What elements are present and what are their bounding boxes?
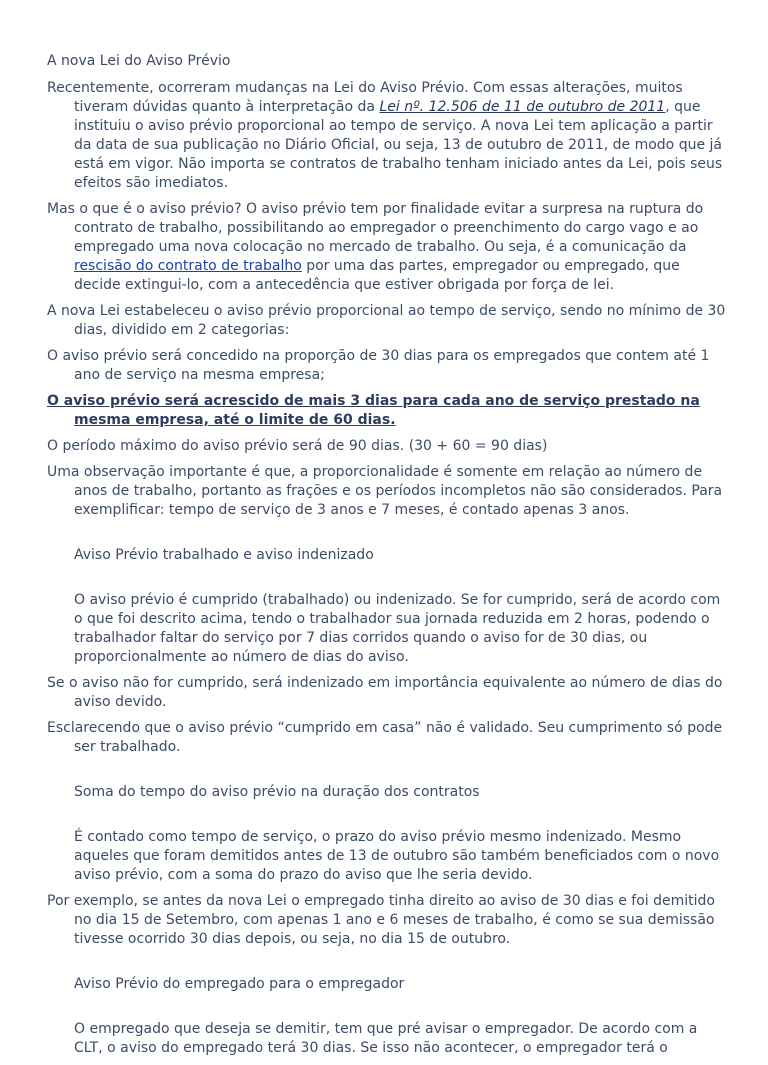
paragraph-observation: Uma observação importante é que, a proporcionalidade é somente em relação ao número de anos de trabalho, portanto as frações e os períodos incompletos não são considerados. Para exemplificar: tempo de serviço de 3 anos e 7 meses, é contado apenas 3 anos. — [47, 464, 723, 518]
section-heading-soma: Soma do tempo do aviso prévio na duração dos contratos — [74, 784, 480, 800]
paragraph-definition-text-b: por uma das partes, empregador ou empregado, que decide extingui-lo, com a antecedência que estiver obrigada por força de lei. — [74, 258, 680, 293]
paragraph-cumprido-em-casa: Esclarecendo que o aviso prévio “cumprido em casa” não é validado. Seu cumprimento só pode ser trabalhado. — [47, 720, 723, 755]
document-title: A nova Lei do Aviso Prévio — [47, 53, 231, 69]
paragraph-tempo-servico: É contado como tempo de serviço, o prazo do aviso prévio mesmo indenizado. Mesmo aqueles que foram demitidos antes de 13 de outubro são também beneficiados com o novo aviso prévio, com a soma do prazo do aviso que lhe seria devido. — [74, 829, 720, 883]
paragraph-category-2: O aviso prévio será acrescido de mais 3 dias para cada ano de serviço prestado na mesma empresa, até o limite de 60 dias. — [47, 393, 700, 428]
paragraph-maximum: O período máximo do aviso prévio será de 90 dias. (30 + 60 = 90 dias) — [47, 438, 548, 454]
paragraph-category-1: O aviso prévio será concedido na proporção de 30 dias para os empregados que contem até 1 ano de serviço na mesma empresa; — [47, 348, 710, 383]
paragraph-exemplo: Por exemplo, se antes da nova Lei o empregado tinha direito ao aviso de 30 dias e foi demitido no dia 15 de Setembro, com apenas 1 ano e 6 meses de trabalho, é como se sua demissão tivesse ocorrido 30 dias depois, ou seja, no dia 15 de outubro. — [47, 893, 715, 947]
section-heading-empregado: Aviso Prévio do empregado para o empregador — [74, 976, 405, 992]
section-heading-trabalhado: Aviso Prévio trabalhado e aviso indenizado — [74, 547, 374, 563]
paragraph-definition-text-a: Mas o que é o aviso prévio? O aviso prévio tem por finalidade evitar a surpresa na ruptura do contrato de trabalho, possibilitando ao empregador o preenchimento do cargo vago e ao empregado uma nova colocação no mercado de trabalho. Ou seja, é a comunicação da — [47, 201, 704, 255]
document-body — [47, 52, 727, 1065]
paragraph-demissao: O empregado que deseja se demitir, tem que pré avisar o empregador. De acordo com a CLT, o aviso do empregado terá 30 dias. Se isso não acontecer, o empregador terá o — [74, 1021, 698, 1056]
blank-line — [47, 527, 727, 546]
paragraph-indenizado: Se o aviso não for cumprido, será indenizado em importância equivalente ao número de dias do aviso devido. — [47, 675, 723, 710]
blank-line — [47, 1001, 727, 1020]
rescisao-link[interactable]: rescisão do contrato de trabalho — [74, 258, 302, 274]
law-link[interactable]: Lei nº. 12.506 de 11 de outubro de 2011 — [379, 99, 666, 115]
paragraph-cumprido: O aviso prévio é cumprido (trabalhado) ou indenizado. Se for cumprido, será de acordo com o que foi descrito acima, tendo o trabalhador sua jornada reduzida em 2 horas, podendo o trabalhador faltar do serviço por 7 dias corridos quando o aviso for de 30 dias, ou proporcionalmente ao número de dias do aviso. — [74, 592, 721, 665]
blank-line — [47, 956, 727, 975]
paragraph-intro-text-a: Recentemente, ocorreram mudanças na Lei do Aviso Prévio. Com essas alterações, muitos tiveram dúvidas quanto à interpretação da — [47, 80, 683, 115]
paragraph-categories: A nova Lei estabeleceu o aviso prévio proporcional ao tempo de serviço, sendo no mínimo de 30 dias, dividido em 2 categorias: — [47, 303, 726, 338]
paragraph-intro — [47, 79, 727, 193]
paragraph-definition — [47, 200, 727, 295]
paragraph-intro-text-b: , que instituiu o aviso prévio proporcional ao tempo de serviço. A nova Lei tem aplicação a partir da data de sua publicação no Diário Oficial, ou seja, 13 de outubro de 2011, de modo que já está em vigor. Não importa se contratos de trabalho tenham iniciado antes da Lei, pois seus efeitos são imediatos. — [74, 99, 723, 191]
blank-line — [47, 572, 727, 591]
blank-line — [47, 809, 727, 828]
blank-line — [47, 764, 727, 783]
